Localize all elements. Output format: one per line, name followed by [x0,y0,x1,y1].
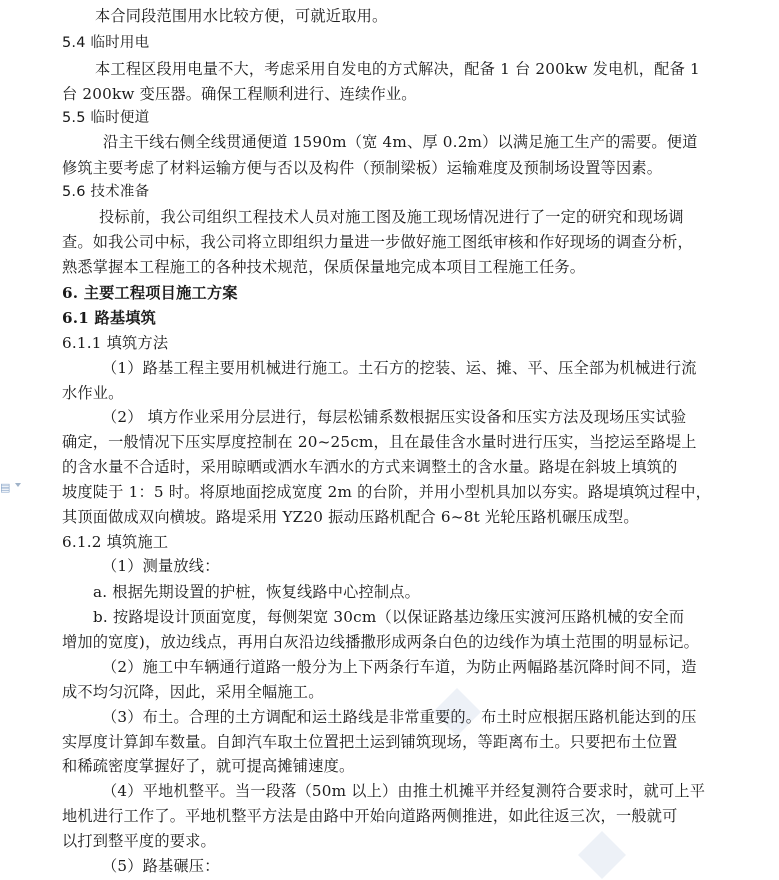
text-line: 其顶面做成双向横坡。路堤采用 YZ20 振动压路机配合 6~8t 光轮压路机碾压成型。 [62,508,639,526]
text-line: （4）平地机整平。当一段落（50m 以上）由推土机摊平并经复测符合要求时，就可上平 [102,782,706,800]
text-line: 水作业。 [62,384,124,402]
subsection-heading: 6.1.2 填筑施工 [62,533,169,551]
section-heading: 5.4 临时用电 [62,35,150,51]
text-line: （3）布土。合理的土方调配和运土路线是非常重要的。布土时应根据压路机能达到的压 [102,708,697,726]
text-line: 的含水量不合适时，采用晾晒或洒水车洒水的方式来调整土的含水量。路堤在斜坡上填筑的 [62,458,678,476]
document-icon[interactable]: ▤ [0,481,11,494]
section-heading: 5.6 技术准备 [62,184,150,200]
text-line: 地机进行工作了。平地机整平方法是由路中开始向道路两侧推进，如此往返三次，一般就可 [62,807,678,825]
chevron-down-icon[interactable] [15,483,21,487]
text-line: a. 根据先期设置的护桩，恢复线路中心控制点。 [93,583,421,601]
text-line: （2）施工中车辆通行道路一般分为上下两条行车道，为防止两幅路基沉降时间不同，造 [102,658,697,676]
section-heading: 5.5 临时便道 [62,110,150,126]
section-heading: 6.1 路基填筑 [62,309,157,327]
text-line: 增加的宽度)，放边线点，再用白灰沿边线播撒形成两条白色的边线作为填土范围的明显标记。 [62,633,700,651]
text-line: 坡度陡于 1：5 时。将原地面挖成宽度 2m 的台阶，并用小型机具加以夯实。路堤填筑过程中， [62,483,712,501]
text-line: 实厚度计算卸车数量。自卸汽车取土位置把土运到铺筑现场，等距离布土。只要把布土位置 [62,733,678,751]
text-line: 熟悉掌握本工程施工的各种技术规范，保质保量地完成本项目工程施工任务。 [62,258,586,276]
chapter-heading: 6. 主要工程项目施工方案 [62,284,238,302]
text-line: 投标前，我公司组织工程技术人员对施工图及施工现场情况进行了一定的研究和现场调 [99,208,684,226]
text-line: 修筑主要考虑了材料运输方便与否以及构件（预制梁板）运输难度及预制场设置等因素。 [62,159,663,177]
text-line: 确定，一般情况下压实厚度控制在 20~25cm，且在最佳含水量时进行压实，当挖运至路堤上 [62,433,697,451]
text-line: 本工程区段用电量不大，考虑采用自发电的方式解决，配备 1 台 200kw 发电机，配备 1 [95,60,700,78]
watermark-logo-shape [578,831,626,879]
text-line: （5）路基碾压： [102,857,220,875]
text-line: b. 按路堤设计顶面宽度，每侧架宽 30cm（以保证路基边缘压实渡河压路机械的安全而 [93,608,685,626]
subsection-heading: 6.1.1 填筑方法 [62,334,169,352]
text-line: （2） 填方作业采用分层进行，每层松铺系数根据压实设备和压实方法及现场压实试验 [102,408,687,426]
text-line: 台 200kw 变压器。确保工程顺利进行、连续作业。 [62,85,417,103]
text-line: 以打到整平度的要求。 [62,832,216,850]
text-line: 沿主干线右侧全线贯通便道 1590m（宽 4m、厚 0.2m）以满足施工生产的需要。便道 [103,133,698,151]
text-line: 和稀疏密度掌握好了，就可提高摊铺速度。 [62,757,355,775]
text-line: 成不均匀沉降，因此，采用全幅施工。 [62,683,324,701]
text-line: （1）路基工程主要用机械进行施工。土石方的挖装、运、摊、平、压全部为机械进行流 [102,359,697,377]
text-line: （1）测量放线： [102,557,220,575]
text-line: 查。如我公司中标，我公司将立即组织力量进一步做好施工图纸审核和作好现场的调查分析， [62,233,693,251]
text-line: 本合同段范围用水比较方便，可就近取用。 [95,7,388,25]
